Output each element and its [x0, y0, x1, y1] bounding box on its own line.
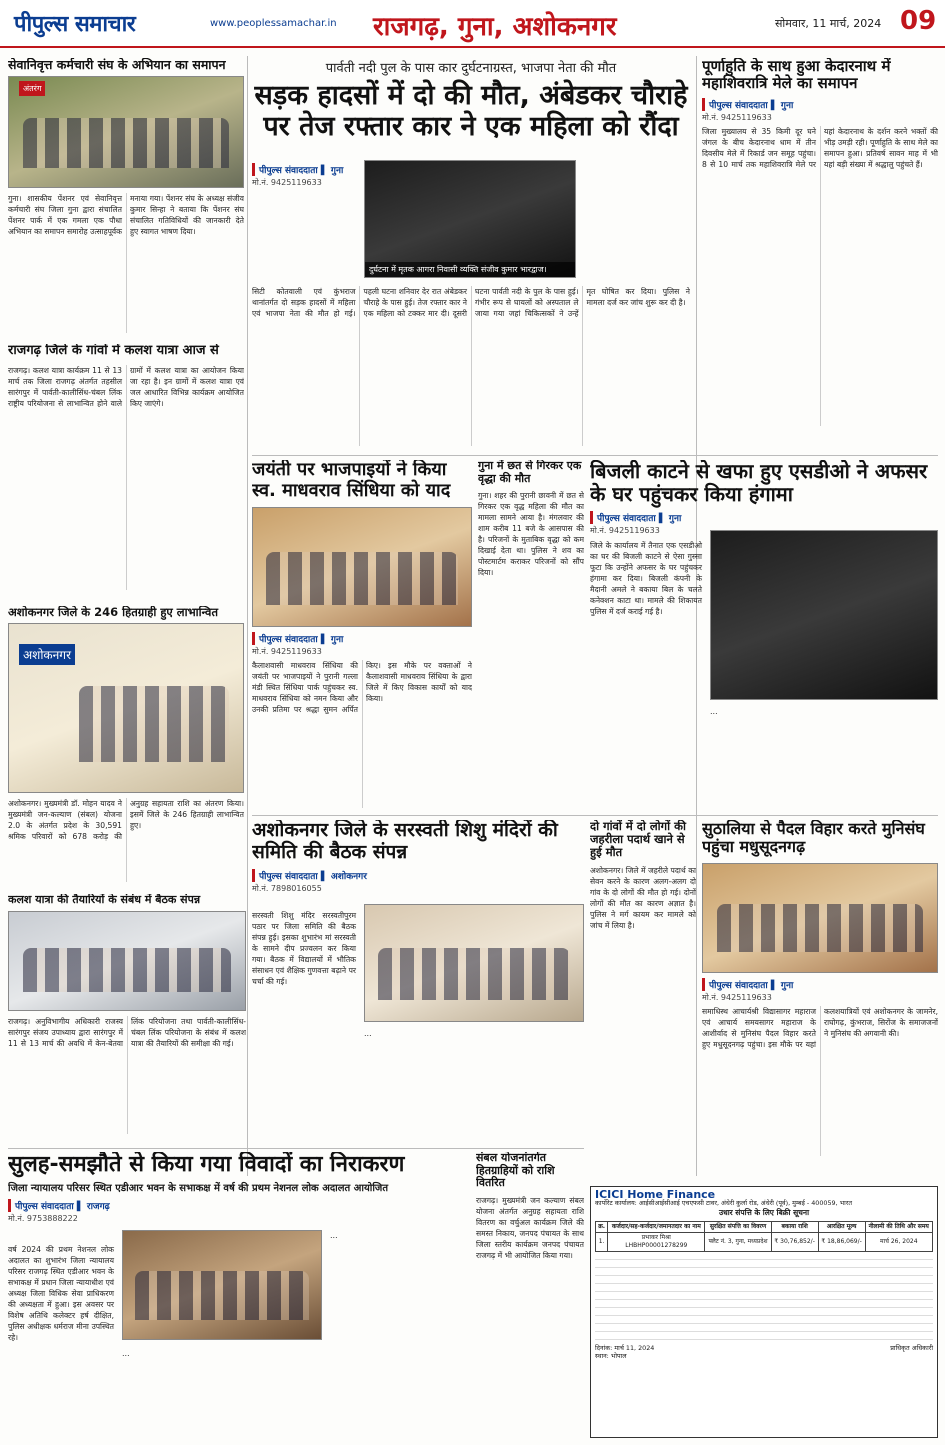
article-photo	[8, 911, 246, 1011]
article-saraswati-shishu-mandir	[252, 820, 584, 1140]
article-sdo-power-cut	[590, 460, 938, 810]
notice-date: दिनांक: मार्च 11, 2024	[595, 1344, 655, 1352]
photo-caption: अशोकनगर	[19, 644, 75, 665]
page-number: 09	[900, 6, 937, 36]
article-body-continued: …	[122, 1349, 130, 1358]
headline: सुलह-समझौते से किया गया विवादों का निराकरण	[8, 1152, 405, 1177]
newspaper-logo: पीपुल्स समाचार	[14, 12, 136, 37]
article-photo	[8, 623, 244, 793]
col-header: बकाया राशि	[771, 1222, 818, 1233]
byline: पीपुल्स संवाददाता ▌ राजगढ़	[8, 1199, 110, 1212]
headline: गुना में छत से गिरकर एक वृद्धा की मौत	[478, 460, 582, 485]
article-body: गुना। शहर की पुरानी छावनी में छत से गिरकर एक वृद्ध महिला की मौत का मामला सामने आया है। मंगलवार की शाम करीब 11 बजे के आसपास की है। परिजनों के मुताबिक वृद्धा को कम दिखाई देता था। पुलिस ने शव का पोस्टमार्टम कराकर परिजनों को सौंप दिया।	[478, 491, 584, 578]
section-title: राजगढ़, गुना, अशोकनगर	[373, 12, 617, 42]
headline: कलश यात्रा की तैयारियों के संबंध में बैठक संपन्न	[8, 894, 201, 906]
table-row: 1. प्रभाकर मिश्रा LHBHP00001278299 फ्लैट नं. 3, गुना, मध्यप्रदेश ₹ 30,76,852/- ₹ 18,86,069/- मार्च 26, 2024	[596, 1233, 933, 1252]
subheadline: जिला न्यायालय परिसर स्थित एडीआर भवन के सभाकक्ष में वर्ष की प्रथम नेशनल लोक अदालत आयोजित	[8, 1183, 389, 1195]
reporter-contact: मो.नं. 9753888222	[8, 1214, 78, 1224]
kicker: पार्वती नदी पुल के पास कार दुर्घटनाग्रस्त, भाजपा नेता की मौत	[325, 61, 617, 76]
article-pensioners	[8, 58, 244, 338]
article-elderly-fall	[478, 460, 584, 810]
notice-fine-print	[595, 1256, 933, 1340]
article-photo	[710, 530, 938, 700]
headline: जयंती पर भाजपाइयों ने किया स्व. माधवराव सिंधिया को याद	[252, 460, 451, 501]
col-header: क्र.	[596, 1222, 608, 1233]
headline: दो गांवों में दो लोगों की जहरीला पदार्थ खाने से हुई मौत	[590, 820, 686, 860]
article-poison-deaths	[590, 820, 696, 1140]
article-lok-adalat	[8, 1152, 468, 1440]
headline: बिजली काटने से खफा हुए एसडीओ ने अफसर के घर पहुंचकर किया हंगामा	[590, 460, 928, 506]
reporter-contact: मो.नं. 9425119633	[252, 647, 322, 657]
col-header: नीलामी की तिथि और समय	[865, 1222, 932, 1233]
headline: पूर्णाहुति के साथ हुआ केदारनाथ में महाशिवरात्रि मेले का समापन	[702, 58, 891, 93]
reporter-contact: मो.नं. 9425119633	[252, 178, 322, 187]
headline: अशोकनगर जिले के 246 हितग्राही हुए लाभान्वित	[8, 606, 219, 619]
article-photo	[252, 507, 472, 627]
article-sambal-yojana	[476, 1152, 584, 1440]
notice-title: उधार संपत्ति के लिए बिक्री सूचना	[718, 1208, 810, 1217]
photo-caption: दुर्घटना में मृतक आगरा निवासी व्यक्ति संजीव कुमार भारद्वाज।	[365, 262, 575, 277]
website-url: www.peoplessamachar.in	[210, 18, 337, 29]
article-body: राजगढ़। अनुविभागीय अधिकारी राजस्व सारंगपुर संजय उपाध्याय द्वारा सारंगपुर में 11 से 13 मार्च की अवधि में केन-बेतवा लिंक परियोजना तथा पार्वती-कालीसिंध-चंबल लिंक परियोजना के संबंध में कलश यात्रा की तैयारियों की समीक्षा की गई।	[8, 1016, 246, 1048]
article-body: कैलाशवासी माधवराव सिंधिया की जयंती पर भाजपाइयों ने पुरानी गल्ला मंडी स्थित सिंधिया पार्क पहुंचकर स्व. माधवराव सिंधिया को नमन किया और उनकी प्रतिमा पर श्रद्धा सुमन अर्पित किए। इस मौके पर वक्ताओं ने कैलाशवासी माधवराव सिंधिया के द्वारा जिले में किए विकास कार्यों को याद किया।	[252, 661, 472, 715]
article-body: अशोकनगर। मुख्यमंत्री डॉ. मोहन यादव ने मुख्यमंत्री जन-कल्याण (संबल) योजना 2.0 के अंतर्गत प्रदेश के 30,591 श्रमिक परिवारों को 678 करोड़ की अनुग्रह सहायता राशि का अंतरण किया। इसमें जिले के 246 हितग्राही लाभान्वित हुए।	[8, 799, 244, 842]
issue-date: सोमवार, 11 मार्च, 2024	[775, 17, 882, 30]
article-photo	[8, 76, 244, 188]
headline: संबल योजनांतर्गत हितग्राहियों को राशि वितरित	[476, 1152, 555, 1190]
byline: पीपुल्स संवाददाता ▌ गुना	[252, 632, 343, 645]
icici-sale-notice	[590, 1186, 938, 1438]
article-kedarnath	[702, 58, 938, 450]
photo-caption: अंतरंग	[19, 81, 45, 96]
headline: सड़क हादसों में दो की मौत, अंबेडकर चौराहे पर तेज रफ्तार कार ने एक महिला को रौंदा	[254, 80, 688, 143]
article-body-continued: …	[364, 1029, 372, 1038]
masthead	[0, 0, 945, 48]
col-header: आरक्षित मूल्य	[818, 1222, 865, 1233]
article-photo	[364, 904, 584, 1022]
article-body: जिला मुख्यालय से 35 किमी दूर घने जंगल के बीच केदारनाथ धाम में तीन दिवसीय मेले में रिकार्ड जन समूह पहुंचा। 8 से 10 मार्च तक महाशिवरात्रि मेले पर यहां केदारनाथ के दर्शन करने भक्तों की भीड़ उमड़ी रही। पूर्णाहुति के साथ मेले का समापन हुआ। प्रतिवर्ष सावन माह में भी यहां बड़ी संख्या में श्रद्धालु पहुंचते हैं।	[702, 126, 938, 169]
notice-table	[595, 1221, 933, 1252]
byline: पीपुल्स संवाददाता ▌ गुना	[702, 98, 793, 111]
article-body-continued-2: …	[330, 1231, 338, 1240]
article-body: राजगढ़। मुख्यमंत्री जन कल्याण संबल योजना अंतर्गत अनुग्रह सहायता राशि वितरण का वर्चुअल कार्यक्रम जिले की समस्त निकाय, जनपद पंचायत के साथ जिला स्तरीय कार्यक्रम जनपद पंचायत राजगढ़ में भी आयोजित किया गया।	[476, 1195, 584, 1260]
col-header: सुरक्षित संपत्ति का विवरण	[705, 1222, 771, 1233]
icici-logo: ICICI Home Finance	[595, 1188, 716, 1201]
byline: पीपुल्स संवाददाता ▌ गुना	[252, 163, 343, 176]
byline: पीपुल्स संवाददाता ▌ अशोकनगर	[252, 869, 367, 882]
headline: राजगढ़ जिले के गांवों में कलश यात्रा आज से	[8, 344, 219, 358]
article-body: सिटी कोतवाली एवं कुंभराज थानांतर्गत दो सड़क हादसों में महिला एवं भाजपा नेता की मौत हो गई। पहली घटना शनिवार देर रात अंबेडकर चौराहे के पास हुई। तेज रफ्तार कार ने एक महिला को टक्कर मार दी। दूसरी घटना पार्वती नदी के पुल के पास हुई। गंभीर रूप से घायलों को अस्पताल ले जाया गया जहां चिकित्सकों ने उन्हें मृत घोषित कर दिया। पुलिस ने मामला दर्ज कर जांच शुरू कर दी है।	[252, 287, 690, 318]
article-body: वर्ष 2024 की प्रथम नेशनल लोक अदालत का शुभारंभ जिला न्यायालय परिसर राजगढ़ स्थित एडीआर भवन के सभाकक्ष में प्रधान जिला न्यायाधीश एवं अध्यक्ष जिला विधिक सेवा प्राधिकरण की अध्यक्षता में हुआ। इस अवसर पर विशेष अतिथि कलेक्टर हर्ष दीक्षित, पुलिस अधीक्षक धर्मराज मीना उपस्थित रहे।	[8, 1245, 114, 1342]
column-divider	[247, 56, 248, 1176]
col-header: कर्जदार/सह-कर्जदार/जमानतदार का नाम	[608, 1222, 705, 1233]
byline: पीपुल्स संवाददाता ▌ गुना	[702, 978, 793, 991]
headline: अशोकनगर जिले के सरस्वती शिशु मंदिरों की समिति की बैठक संपन्न	[252, 820, 558, 863]
section-divider	[252, 455, 938, 456]
reporter-contact: मो.नं. 9425119633	[702, 112, 772, 122]
article-body-continued: …	[710, 707, 718, 716]
notice-signatory: प्राधिकृत अधिकारी	[890, 1344, 933, 1352]
article-photo	[122, 1230, 322, 1340]
headline: सुठालिया से पैदल विहार करते मुनिसंघ पहुंचा मधुसूदनगढ़	[702, 820, 925, 857]
article-body: समाधिस्थ आचार्यश्री विद्यासागर महाराज एवं आचार्य समयसागर महाराज के आशीर्वाद से मुनिसंघ पैदल विहार करते हुए मधुसूदनगढ़ पहुंचा। इस मौके पर यहां कलशयात्रियों एवं अशोकनगर के जामनेर, राघोगढ़, कुंभराज, सिरोंज के समाजजनों ने मुनिसंघ की अगवानी की।	[702, 1006, 938, 1049]
reporter-contact: मो.नं. 9425119633	[590, 526, 660, 535]
article-kalash-meeting	[8, 894, 246, 1144]
article-ashoknagar-beneficiaries	[8, 606, 244, 888]
article-photo	[702, 863, 938, 973]
notice-office: कार्पोरेट कार्यालय: आईसीआईसीआई एचएफसी टावर, अंधेरी कुर्ला रोड, अंधेरी (पूर्व), मुम्बई - 400059, भारत	[595, 1199, 853, 1207]
reporter-contact: मो.नं. 9425119633	[702, 992, 772, 1002]
article-kalash-yatra	[8, 344, 244, 600]
section-divider	[252, 815, 938, 816]
article-body: जिले के कार्यालय में तैनात एक एसडीओ का घर की बिजली काटने से ऐसा गुस्सा फूटा कि उन्होंने अफसर के घर पहुंचकर हंगामा कर दिया। बिजली कंपनी के मैदानी अमले ने बकाया बिल के चलते कनेक्शन काटा था। मामले की शिकायत पुलिस में दर्ज कराई गई है।	[590, 541, 702, 616]
section-divider	[8, 1148, 584, 1149]
article-munisangh	[702, 820, 938, 1176]
article-body: अशोकनगर। जिले में जहरीले पदार्थ का सेवन करने के कारण अलग-अलग दो गांव के दो लोगों की मौत हो गई। दोनों लोगों की मौत का कारण अज्ञात है। पुलिस ने मर्ग कायम कर मामले को जांच में लिया है।	[590, 865, 696, 930]
article-scindia-jayanti	[252, 460, 472, 810]
article-body: गुना। शासकीय पेंशनर एवं सेवानिवृत्त कर्मचारी संघ जिला गुना द्वारा संचालित पेंशनर पार्क में एक गमला एक पौधा अभियान का समापन समारोह उत्साहपूर्वक मनाया गया। पेंशनर संघ के अध्यक्ष संजीव कुमार सिन्हा ने बताया कि पेंशनर संघ संचालित गतिविधियों की जानकारी देते हुए स्वागत भाषण दिया।	[8, 194, 244, 237]
byline: पीपुल्स संवाददाता ▌ गुना	[590, 511, 681, 524]
notice-place: स्थान: भोपाल	[595, 1352, 627, 1360]
article-body: राजगढ़। कलश यात्रा कार्यक्रम 11 से 13 मार्च तक जिला राजगढ़ अंतर्गत तहसील सारंगपुर में पार्वती-कालीसिंध-चंबल लिंक राष्ट्रीय परियोजना से लाभान्वित होने वाले ग्रामों में कलश यात्रा का आयोजन किया जा रहा है। इन ग्रामों में कलश यात्रा एवं जल आधारित विभिन्न कार्यक्रम आयोजित किए जाएंगे।	[8, 365, 244, 408]
article-photo	[364, 160, 576, 278]
article-body: सरस्वती शिशु मंदिर सरस्वतीपुरम पठार पर जिला समिति की बैठक संपन्न हुई। इसका शुभारंभ मां सरस्वती के सामने दीप प्रज्वलन कर किया गया। बैठक में विद्यालयों में भौतिक संसाधन एवं शैक्षिक गुणवत्ता बढ़ाने पर चर्चा की गई।	[252, 911, 356, 986]
article-road-accidents	[252, 58, 690, 450]
headline: सेवानिवृत्त कर्मचारी संघ के अभियान का समापन	[8, 58, 226, 72]
reporter-contact: मो.नं. 7898016055	[252, 883, 322, 893]
